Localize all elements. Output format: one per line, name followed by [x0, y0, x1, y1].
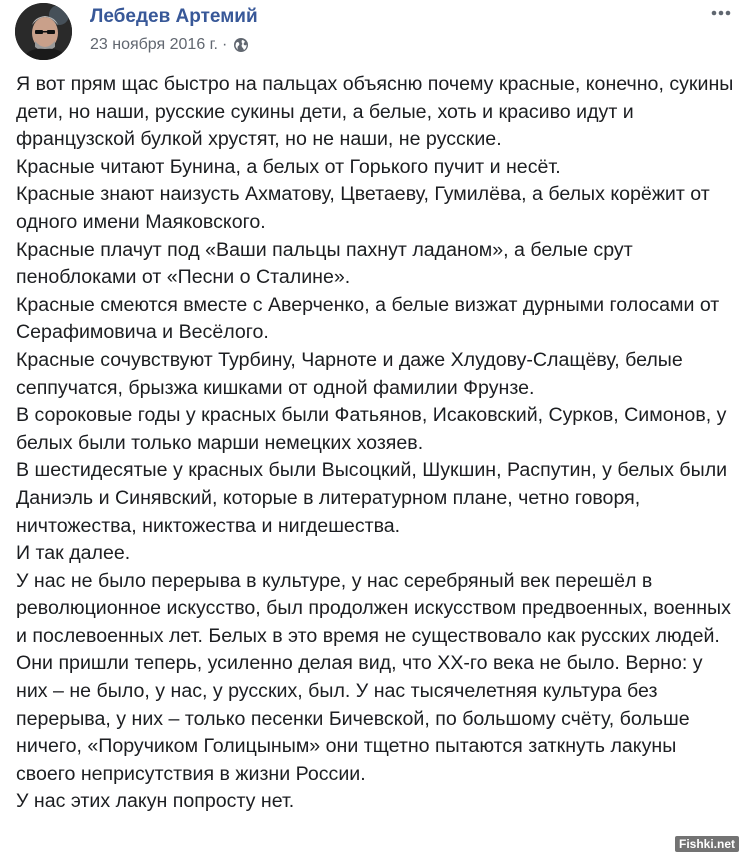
- post-paragraph: Красные плачут под «Ваши пальцы пахнут ладаном», а белые срут пеноблоками от «Песни о Сталине».: [16, 238, 633, 289]
- post-paragraph: Красные знают наизусть Ахматову, Цветаеву, Гумилёва, а белых корёжит от одного имени Маяковского.: [16, 183, 710, 233]
- post-paragraph: В сороковые годы у красных были Фатьянов, Исаковский, Сурков, Симонов, у белых были только марши немецких хозяев.: [16, 404, 727, 454]
- meta-separator: ·: [222, 36, 228, 53]
- post-paragraph: И так далее.: [16, 542, 131, 565]
- post-meta: [90, 36, 249, 54]
- author-name[interactable]: Лебедев Артемий: [90, 6, 258, 27]
- post-date[interactable]: 23 ноября 2016 г.: [90, 36, 218, 53]
- post-paragraph: Красные читают Бунина, а белых от Горького пучит и несёт.: [16, 155, 561, 178]
- post-paragraph: В шестидесятые у красных были Высоцкий, Шукшин, Распутин, у белых были Даниэль и Синявский, которые в литературном плане, четно говоря, ничтожества, никтожества и нигдешества.: [16, 459, 728, 537]
- globe-icon[interactable]: [233, 37, 249, 53]
- post-paragraph: У нас этих лакун попросту нет.: [16, 790, 295, 813]
- more-dots-icon[interactable]: [709, 6, 733, 20]
- author-avatar[interactable]: [15, 3, 72, 60]
- post-paragraph: Я вот прям щас быстро на пальцах объясню почему красные, конечно, сукины дети, но наши, русские сукины дети, а белые, хоть и красиво идут и французской булкой хрустят, но не наши, не русские.: [16, 73, 734, 151]
- watermark: Fishki.net: [675, 836, 739, 852]
- post-paragraph: Красные сочувствуют Турбину, Чарноте и даже Хлудову-Слащёву, белые сеппучатся, брызжа кишками от одной фамилии Фрунзе.: [16, 348, 683, 399]
- post-paragraph: Красные смеются вместе с Аверченко, а белые визжат дурными голосами от Серафимовича и Весёлого.: [16, 293, 720, 344]
- post-paragraph: У нас не было перерыва в культуре, у нас серебряный век перешёл в революционное искусство, был продолжен искусством предвоенных, военных и послевоенных лет. Белых в это время не существовало как русских людей. Они пришли теперь, усиленно делая вид, что XX-го века не было. Верно: у них – не было, у нас, у русских, был. У нас тысячелетняя культура без перерыва, у них – только песенки Бичевской, по большому счёту, больше ничего, «Поручиком Голицыным» они тщетно пытаются заткнуть лакуны своего неприсутствия в жизни России.: [16, 569, 731, 785]
- post-body: [16, 71, 738, 816]
